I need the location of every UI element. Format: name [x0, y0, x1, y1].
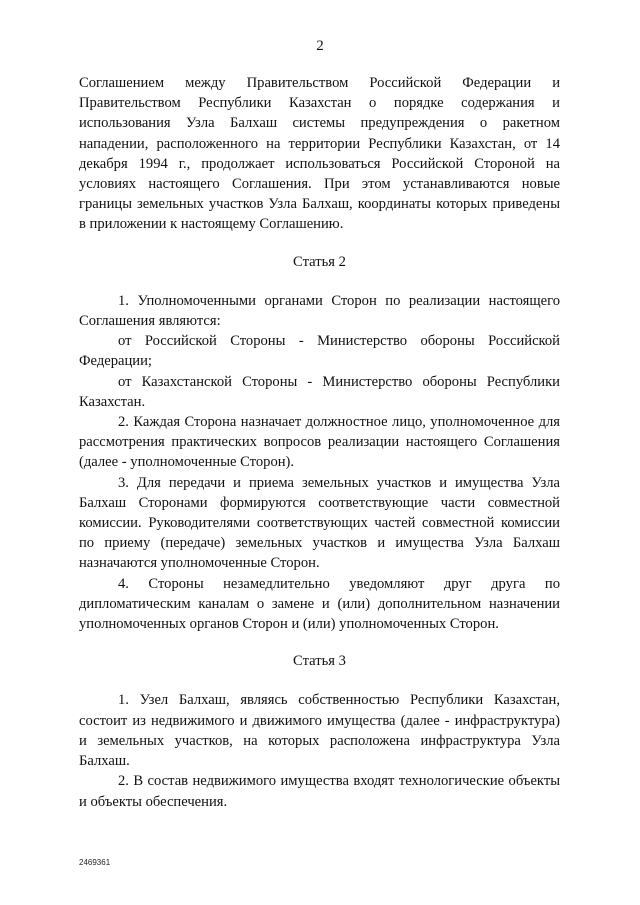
document-body: [79, 73, 560, 812]
article-3-paragraph: 2. В состав недвижимого имущества входят технологические объекты и объекты обеспечения.: [79, 773, 560, 810]
article-2-paragraph: 1. Уполномоченными органами Сторон по реализации настоящего Соглашения являются:: [79, 292, 560, 330]
article-2-title: Статья 2: [293, 253, 346, 270]
article-2-paragraph: 4. Стороны незамедлительно уведомляют друг друга по дипломатическим каналам о замене и (или) дополнительном назначении уполномоченных органов Сторон и (или) уполномоченных Сторон.: [79, 575, 560, 633]
article-3-title: Статья 3: [293, 653, 346, 670]
intro-paragraph: Соглашением между Правительством Российской Федерации и Правительством Республики Казахстан о порядке содержания и использования Узла Балхаш системы предупреждения о ракетном нападении, расположенного на территории Республики Казахстан, от 14 декабря 1994 г., продолжает использоваться Российской Стороной на условиях настоящего Соглашения. При этом устанавливаются новые границы земельных участков Узла Балхаш, координаты которых приведены в приложении к настоящему Соглашению.: [79, 75, 560, 233]
article-2-paragraph: от Российской Стороны - Министерство обороны Российской Федерации;: [79, 333, 560, 370]
page-number: 2: [316, 38, 324, 54]
article-2-paragraph: 3. Для передачи и приема земельных участков и имущества Узла Балхаш Сторонами формируются соответствующие части совместной комиссии. Руководителями соответствующих частей совместной комиссии по приему (передаче) земельных участков и имущества Узла Балхаш назначаются уполномоченные Сторон.: [79, 474, 560, 572]
article-2-paragraph: от Казахстанской Стороны - Министерство обороны Республики Казахстан.: [79, 373, 560, 410]
article-2-paragraph: 2. Каждая Сторона назначает должностное лицо, уполномоченное для рассмотрения практических вопросов реализации настоящего Соглашения (далее - уполномоченные Сторон).: [79, 414, 560, 471]
document-id: 2469361: [79, 858, 111, 867]
article-3-paragraph: 1. Узел Балхаш, являясь собственностью Республики Казахстан, состоит из недвижимого и движимого имущества (далее - инфраструктура) и земельных участков, на которых расположена инфраструктура Узла Балхаш.: [79, 692, 560, 770]
